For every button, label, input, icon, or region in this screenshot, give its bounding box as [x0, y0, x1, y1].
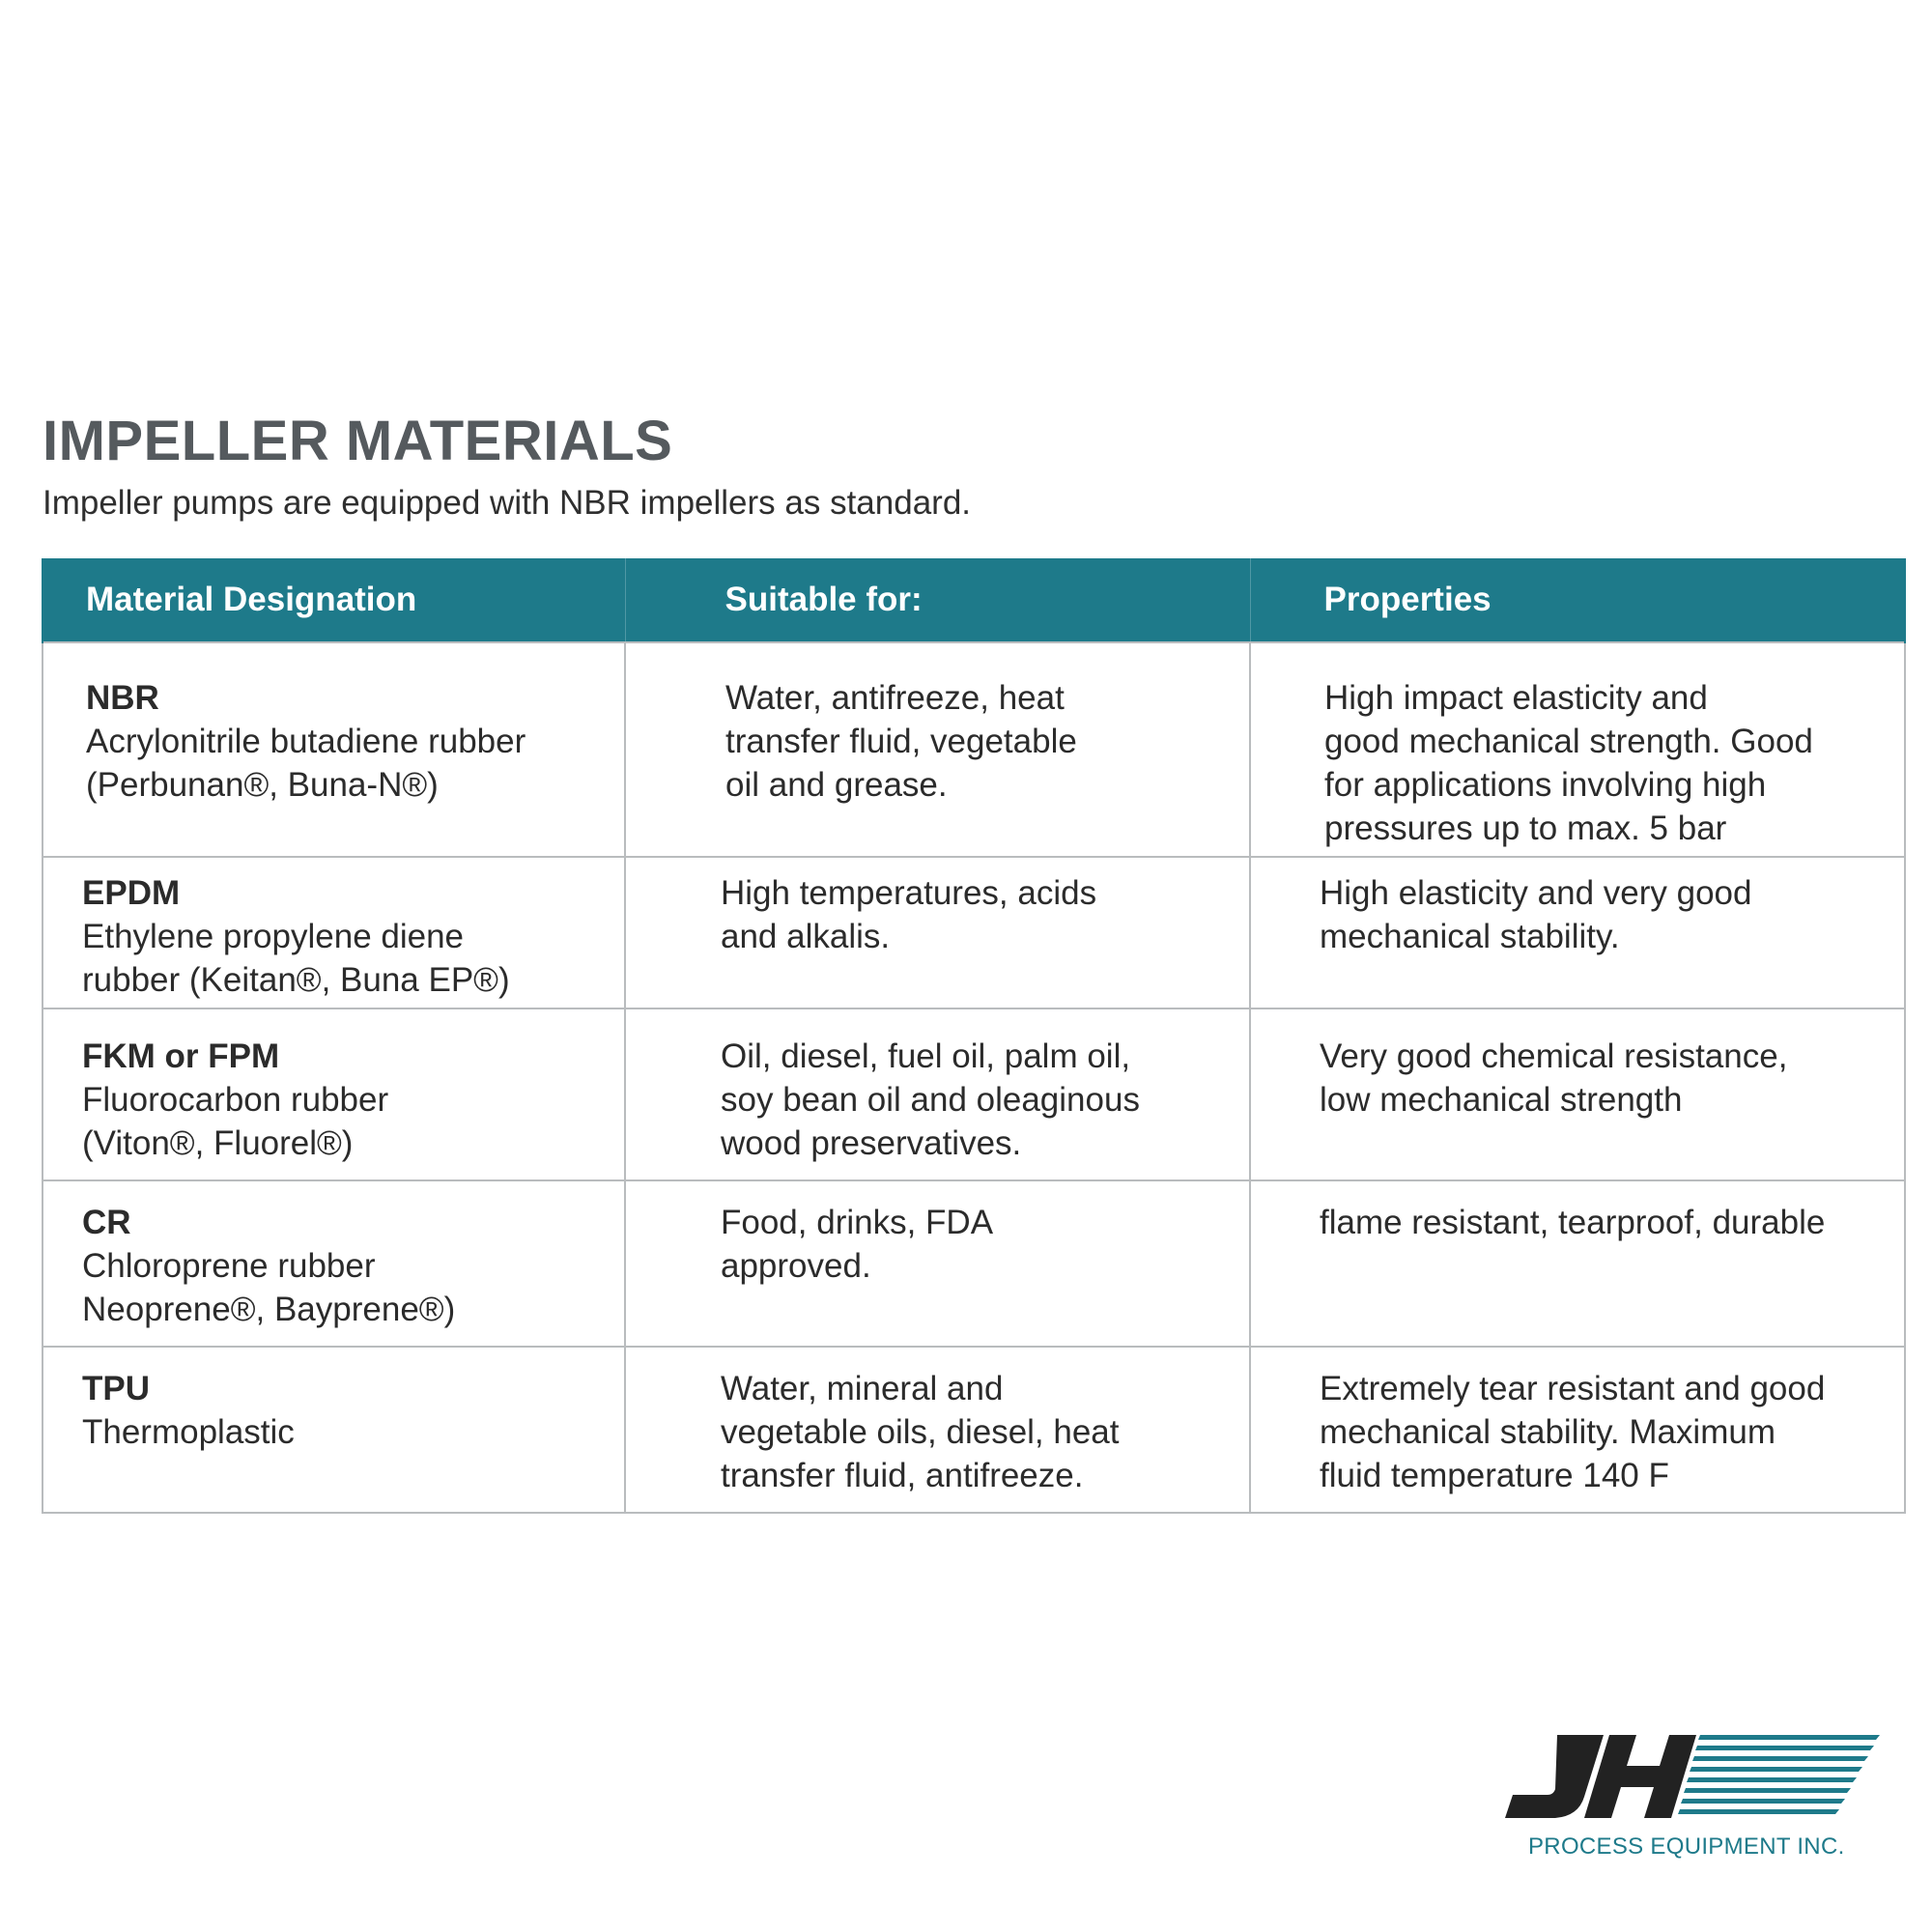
suitable-text: Food, drinks, FDA approved. [721, 1204, 994, 1285]
material-code: NBR [86, 679, 159, 717]
material-name: Chloroprene rubber Neoprene®, Bayprene®) [82, 1247, 456, 1328]
column-header-properties: Properties [1250, 558, 1905, 642]
properties-cell [1250, 1347, 1905, 1513]
properties-cell [1250, 857, 1905, 1009]
table-row [43, 642, 1905, 857]
suitable-cell [625, 642, 1250, 857]
material-name: Thermoplastic [82, 1413, 295, 1451]
page-subtitle: Impeller pumps are equipped with NBR impellers as standard. [43, 484, 972, 522]
impeller-materials-table [42, 558, 1906, 1514]
table-row [43, 1009, 1905, 1180]
material-cell [43, 1009, 625, 1180]
properties-text: High impact elasticity and good mechanical strength. Good for applications involving high pressures up to max. 5 bar [1324, 679, 1813, 847]
column-header-suitable: Suitable for: [625, 558, 1250, 642]
properties-text: Very good chemical resistance, low mechanical strength [1320, 1037, 1788, 1119]
suitable-text: High temperatures, acids and alkalis. [721, 874, 1097, 955]
material-cell [43, 1180, 625, 1347]
properties-cell [1250, 1180, 1905, 1347]
properties-cell [1250, 642, 1905, 857]
material-name: Acrylonitrile butadiene rubber (Perbunan®, Buna-N®) [86, 723, 526, 804]
material-cell [43, 642, 625, 857]
table-row [43, 1180, 1905, 1347]
properties-cell [1250, 1009, 1905, 1180]
page-title: IMPELLER MATERIALS [43, 410, 673, 472]
material-code: TPU [82, 1370, 150, 1407]
suitable-cell [625, 1009, 1250, 1180]
column-header-material: Material Designation [43, 558, 625, 642]
material-name: Ethylene propylene diene rubber (Keitan®, Buna EP®) [82, 918, 510, 999]
suitable-text: Water, mineral and vegetable oils, diesel, heat transfer fluid, antifreeze. [721, 1370, 1120, 1494]
suitable-cell [625, 1180, 1250, 1347]
properties-text: High elasticity and very good mechanical stability. [1320, 874, 1752, 955]
company-logo [1495, 1727, 1882, 1862]
material-code: EPDM [82, 874, 181, 912]
suitable-cell [625, 857, 1250, 1009]
material-code: FKM or FPM [82, 1037, 280, 1075]
material-cell [43, 1347, 625, 1513]
material-cell [43, 857, 625, 1009]
logo-tagline: PROCESS EQUIPMENT INC. [1528, 1833, 1845, 1860]
suitable-text: Water, antifreeze, heat transfer fluid, vegetable oil and grease. [725, 679, 1077, 804]
material-name: Fluorocarbon rubber (Viton®, Fluorel®) [82, 1081, 389, 1162]
table-row [43, 1347, 1905, 1513]
suitable-cell [625, 1347, 1250, 1513]
suitable-text: Oil, diesel, fuel oil, palm oil, soy bean oil and oleaginous wood preservatives. [721, 1037, 1140, 1162]
table-header-row [43, 558, 1905, 642]
table-row [43, 857, 1905, 1009]
jh-logo-mark-icon [1495, 1727, 1882, 1833]
properties-text: Extremely tear resistant and good mechanical stability. Maximum fluid temperature 140 F [1320, 1370, 1826, 1494]
material-code: CR [82, 1204, 131, 1241]
properties-text: flame resistant, tearproof, durable [1320, 1204, 1826, 1241]
